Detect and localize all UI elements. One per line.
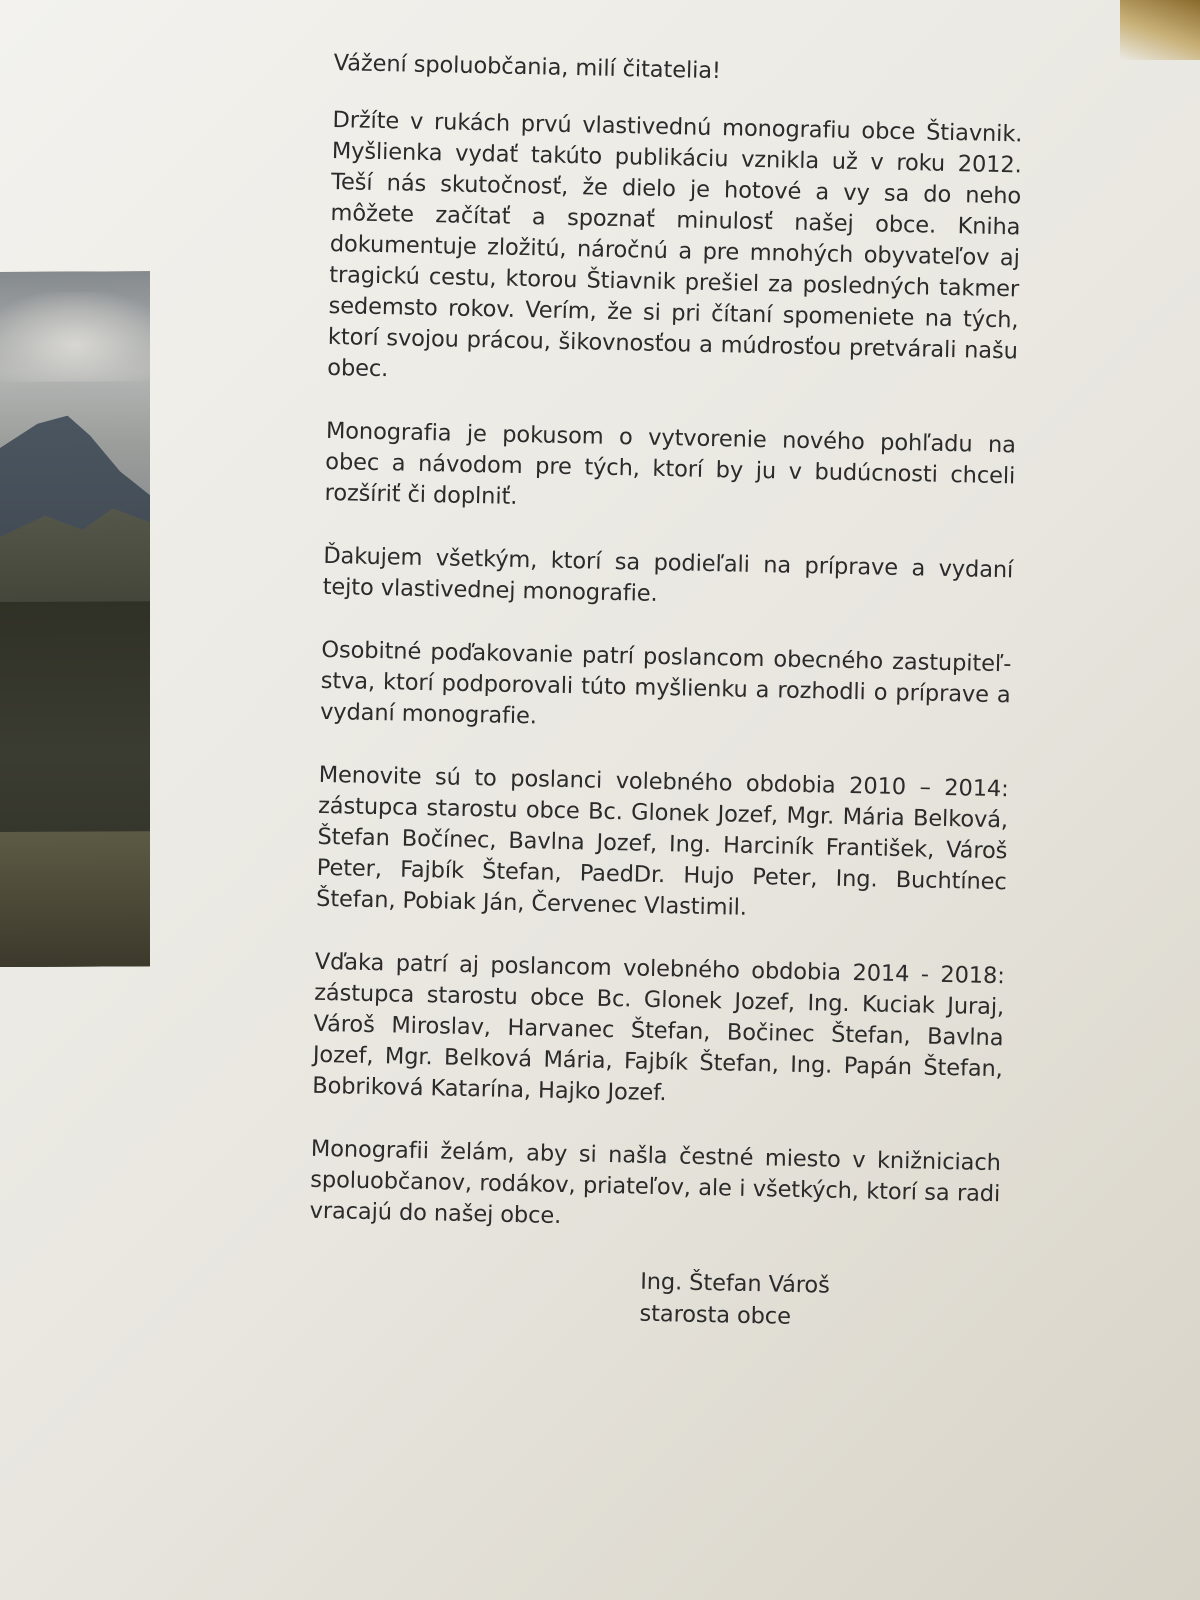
paragraph-purpose: Monografia je pokusom o vytvorenie nového pohľadu na obec a návodom pre tých, ktorí by ju v budúcnosti chceli rozšíriť či doplniť. bbox=[324, 417, 1017, 510]
paragraph-council-thanks: Osobitné poďakovanie patrí poslancom obecného zastupiteľ-stva, ktorí podporovali túto myšlienku a rozhodli o príprave a vydaní monografie. bbox=[319, 636, 1012, 730]
paragraph-council-2014-2018: Vďaka patrí aj poslancom volebného obdobia 2014 - 2018: zástupca starostu obce Bc. Glonek Jozef, Ing. Kuciak Juraj, Vároš Miroslav, Harvanec Štefan, Bočinec Štefan, Bavlna Jozef, Mgr. Belková Mária, Fajbík Štefan, Ing. Papán Štefan, Bobriková Katarína, Hajko Jozef. bbox=[311, 948, 1005, 1107]
page-text bbox=[307, 48, 1024, 1337]
paragraph-intro: Držíte v rukách prvú vlastivednú monografiu obce Štiavnik. Myšlienka vydať takúto publikáciu vznikla už v roku 2012. Teší nás skutočnosť, že dielo je hotové a vy sa do neho môžete začítať a spoznať minulosť našej obce. Kniha dokumentuje zložitú, náročnú a pre mnohých obyvateľov aj tragickú cestu, ktorou Štiavnik prešiel za posledných takmer sedemsto rokov. Verím, že si pri čítaní spomeniete na tých, ktorí svojou prácou, šikovnosťou a múdrosťou pretvárali našu obec. bbox=[327, 106, 1023, 383]
signature-name: Ing. Štefan Vároš bbox=[639, 1268, 830, 1299]
paragraph-council-2010-2014: Menovite sú to poslanci volebného obdobia 2010 – 2014: zástupca starostu obce Bc. Glonek Jozef, Mgr. Mária Belková, Štefan Bočínec, Bavlna Jozef, Ing. Harciník František, Vároš Peter, Fajbík Štefan, PaedDr. Hujo Peter, Ing. Buchtínec Štefan, Pobiak Ján, Červenec Vlastimil. bbox=[315, 761, 1009, 921]
signature-title: starosta obce bbox=[639, 1300, 792, 1330]
signature bbox=[639, 1266, 998, 1337]
paragraph-wish: Monografii želám, aby si našla čestné miesto v knižniciach spoluobčanov, rodákov, priateľov, ale i všetkých, ktorí sa radi vracajú do našej obce. bbox=[309, 1135, 1002, 1230]
greeting: Vážení spoluobčania, milí čitatelia! bbox=[333, 49, 722, 85]
paragraph-thanks: Ďakujem všetkým, ktorí sa podieľali na príprave a vydaní tejto vlastivednej monografie. bbox=[322, 542, 1014, 607]
